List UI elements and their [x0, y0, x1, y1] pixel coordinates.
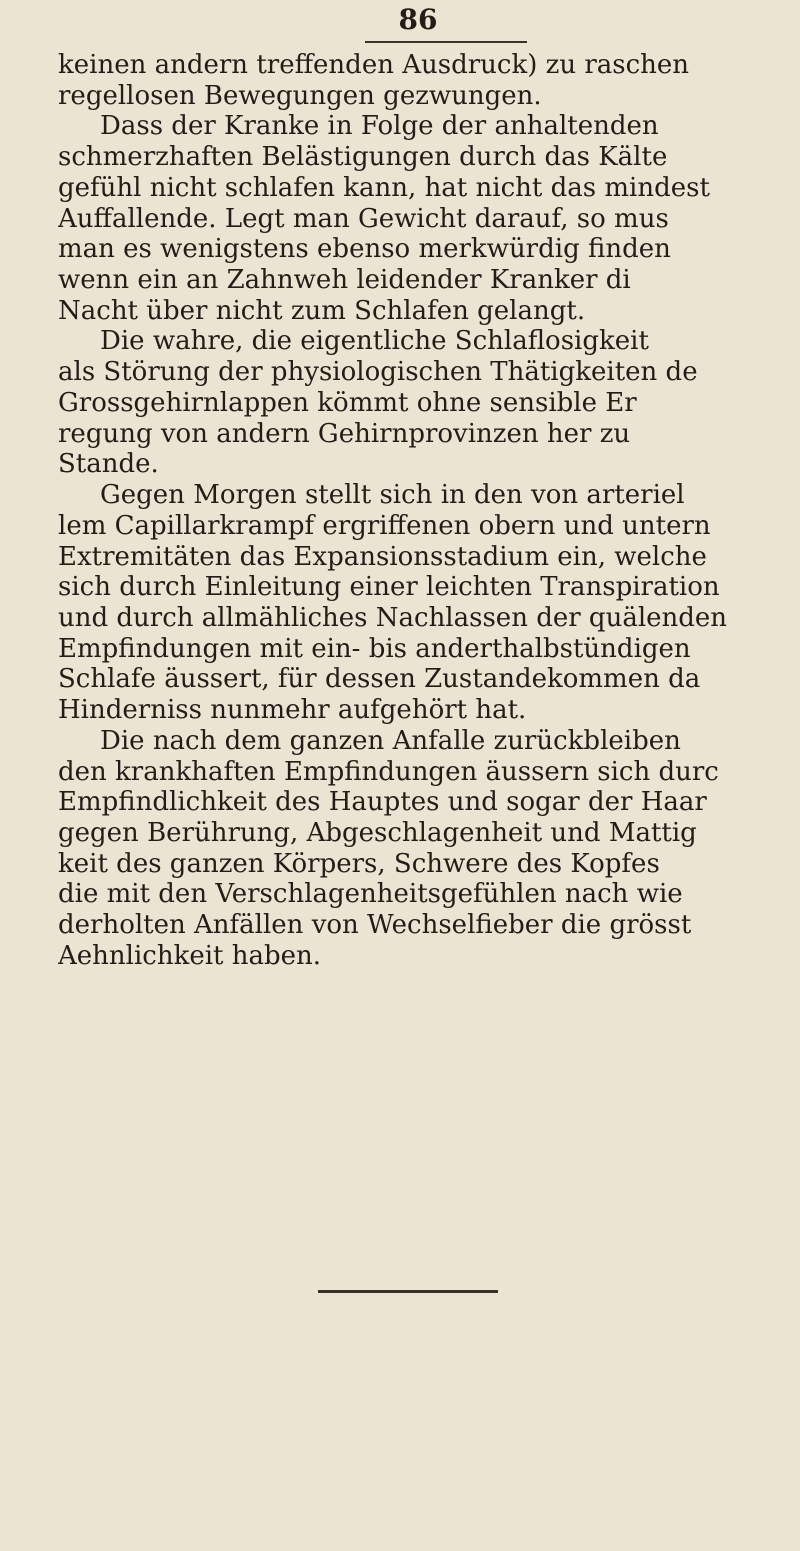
text-line: Auffallende. Legt man Gewicht darauf, so mus	[58, 203, 669, 234]
text-line: schmerzhaften Belästigungen durch das Kälte	[58, 142, 668, 173]
text-line: regung von andern Gehirnprovinzen her zu	[58, 418, 631, 449]
footer-rule	[318, 1290, 498, 1293]
text-line: man es wenigstens ebenso merkwürdig finden	[58, 234, 671, 265]
text-line: Stande.	[58, 449, 159, 480]
body-text	[58, 50, 800, 972]
text-line: und durch allmähliches Nachlassen der quälenden	[58, 602, 728, 633]
paragraph-start-line: Die wahre, die eigentliche Schlaflosigkeit	[100, 326, 649, 357]
text-line: wenn ein an Zahnweh leidender Kranker di	[58, 265, 631, 296]
paragraph-start-line: Gegen Morgen stellt sich in den von arteriel	[100, 480, 685, 511]
text-line: Grossgehirnlappen kömmt ohne sensible Er	[58, 387, 637, 418]
page-number: 86	[398, 3, 438, 36]
text-line: keinen andern treffenden Ausdruck) zu raschen	[58, 50, 690, 80]
text-line: Empfindlichkeit des Hauptes und sogar der Haar	[58, 787, 707, 818]
text-line: Extremitäten das Expansionsstadium ein, welche	[58, 541, 707, 572]
text-line: Aehnlichkeit haben.	[58, 940, 322, 971]
text-line: die mit den Verschlagenheitsgefühlen nach wie	[58, 879, 683, 910]
text-line: keit des ganzen Körpers, Schwere des Kopfes	[58, 848, 660, 879]
paragraph-start-line: Dass der Kranke in Folge der anhaltenden	[100, 111, 659, 142]
header-rule	[365, 41, 527, 43]
text-line: derholten Anfällen von Wechselfieber die grösst	[58, 910, 692, 941]
text-line: Schlafe äussert, für dessen Zustandekommen da	[58, 664, 701, 695]
text-line: Empfindungen mit ein- bis anderthalbstündigen	[58, 633, 691, 664]
text-line: als Störung der physiologischen Thätigkeiten de	[58, 357, 698, 388]
text-line: sich durch Einleitung einer leichten Transpiration	[58, 572, 720, 603]
text-line: Hinderniss nunmehr aufgehört hat.	[58, 695, 527, 726]
text-line: den krankhaften Empfindungen äussern sich durc	[58, 756, 719, 787]
text-line: regellosen Bewegungen gezwungen.	[58, 80, 542, 111]
text-line: lem Capillarkrampf ergriffenen obern und untern	[58, 510, 711, 541]
text-line: Nacht über nicht zum Schlafen gelangt.	[58, 295, 586, 326]
text-line: gefühl nicht schlafen kann, hat nicht das mindest	[58, 172, 710, 203]
text-line: gegen Berührung, Abgeschlagenheit und Mattig	[58, 817, 697, 848]
paragraph-start-line: Die nach dem ganzen Anfalle zurückbleiben	[100, 725, 681, 756]
